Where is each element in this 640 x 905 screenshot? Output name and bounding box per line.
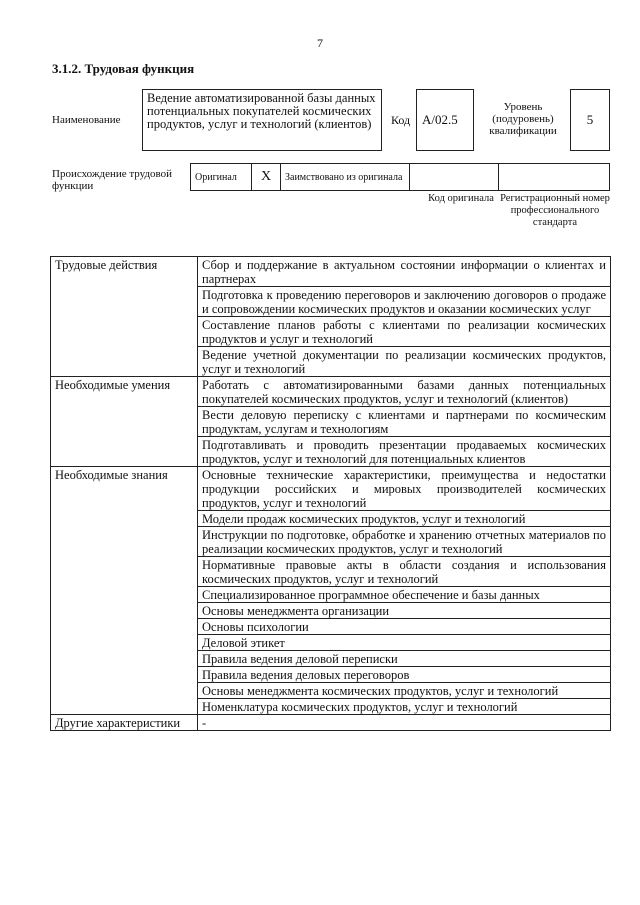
item-cell: Сбор и поддержание в актуальном состоянии информации о клиентах и партнерах <box>198 257 611 287</box>
table-row <box>51 715 611 731</box>
item-cell: Работать с автоматизированными базами данных потенциальных покупателей космических продуктов, услуг и технологий (клиентов) <box>198 377 611 407</box>
item-cell: - <box>198 715 611 731</box>
item-cell: Составление планов работы с клиентами по реализации космических продуктов и услуг и технологий <box>198 317 611 347</box>
level-label: Уровень (подуровень) квалификации <box>489 101 557 137</box>
item-cell: Основные технические характеристики, преимущества и недостатки продукции российских и мировых производителей космических продуктов, услуг и технологий <box>198 467 611 511</box>
category-cell: Другие характеристики <box>51 715 198 731</box>
original-label: Оригинал <box>191 164 252 191</box>
category-cell: Трудовые действия <box>51 257 198 377</box>
table-row <box>51 257 611 287</box>
original-code-cell <box>410 164 499 191</box>
item-cell: Правила ведения деловой переписки <box>198 651 611 667</box>
section-title: 3.1.2. Трудовая функция <box>52 61 195 76</box>
original-code-label: Код оригинала <box>428 193 494 204</box>
item-cell: Основы психологии <box>198 619 611 635</box>
item-cell: Номенклатура космических продуктов, услуг и технологий <box>198 699 611 715</box>
item-cell: Подготавливать и проводить презентации продаваемых космических продуктов, услуг и технологий для потенциальных клиентов <box>198 437 611 467</box>
level-value-box: 5 <box>570 89 610 151</box>
function-details-table <box>50 256 611 731</box>
page-number: 7 <box>317 36 323 50</box>
table-row <box>51 377 611 407</box>
item-cell: Основы менеджмента организации <box>198 603 611 619</box>
reg-number-cell <box>499 164 610 191</box>
category-cell: Необходимые умения <box>51 377 198 467</box>
original-mark: X <box>252 164 281 191</box>
item-cell: Вести деловую переписку с клиентами и партнерами по космическим продуктам, услугам и технологиям <box>198 407 611 437</box>
item-cell: Ведение учетной документации по реализации космических продуктов, услуг и технологий <box>198 347 611 377</box>
function-name-box: Ведение автоматизированной базы данных потенциальных покупателей космических продуктов, услуг и технологий (клиентов) <box>142 89 382 151</box>
table-row <box>51 467 611 511</box>
item-cell: Специализированное программное обеспечение и базы данных <box>198 587 611 603</box>
item-cell: Инструкции по подготовке, обработке и хранению отчетных материалов по реализации космических продуктов, услуг и технологий <box>198 527 611 557</box>
origin-label: Происхождение трудовой функции <box>52 168 173 192</box>
item-cell: Правила ведения деловых переговоров <box>198 667 611 683</box>
origin-table <box>190 163 610 191</box>
code-value-box: А/02.5 <box>416 89 474 151</box>
item-cell: Нормативные правовые акты в области создания и использования космических продуктов, услуг и технологий <box>198 557 611 587</box>
item-cell: Модели продаж космических продуктов, услуг и технологий <box>198 511 611 527</box>
borrowed-label: Заимствовано из оригинала <box>281 164 410 191</box>
code-label: Код <box>391 113 411 127</box>
item-cell: Подготовка к проведению переговоров и заключению договоров о продаже и сопровождении космических продуктов и оказании космических услуг <box>198 287 611 317</box>
item-cell: Основы менеджмента космических продуктов, услуг и технологий <box>198 683 611 699</box>
category-cell: Необходимые знания <box>51 467 198 715</box>
reg-number-label: Регистрационный номер профессионального стандарта <box>500 193 610 228</box>
name-label: Наименование <box>52 114 121 126</box>
item-cell: Деловой этикет <box>198 635 611 651</box>
